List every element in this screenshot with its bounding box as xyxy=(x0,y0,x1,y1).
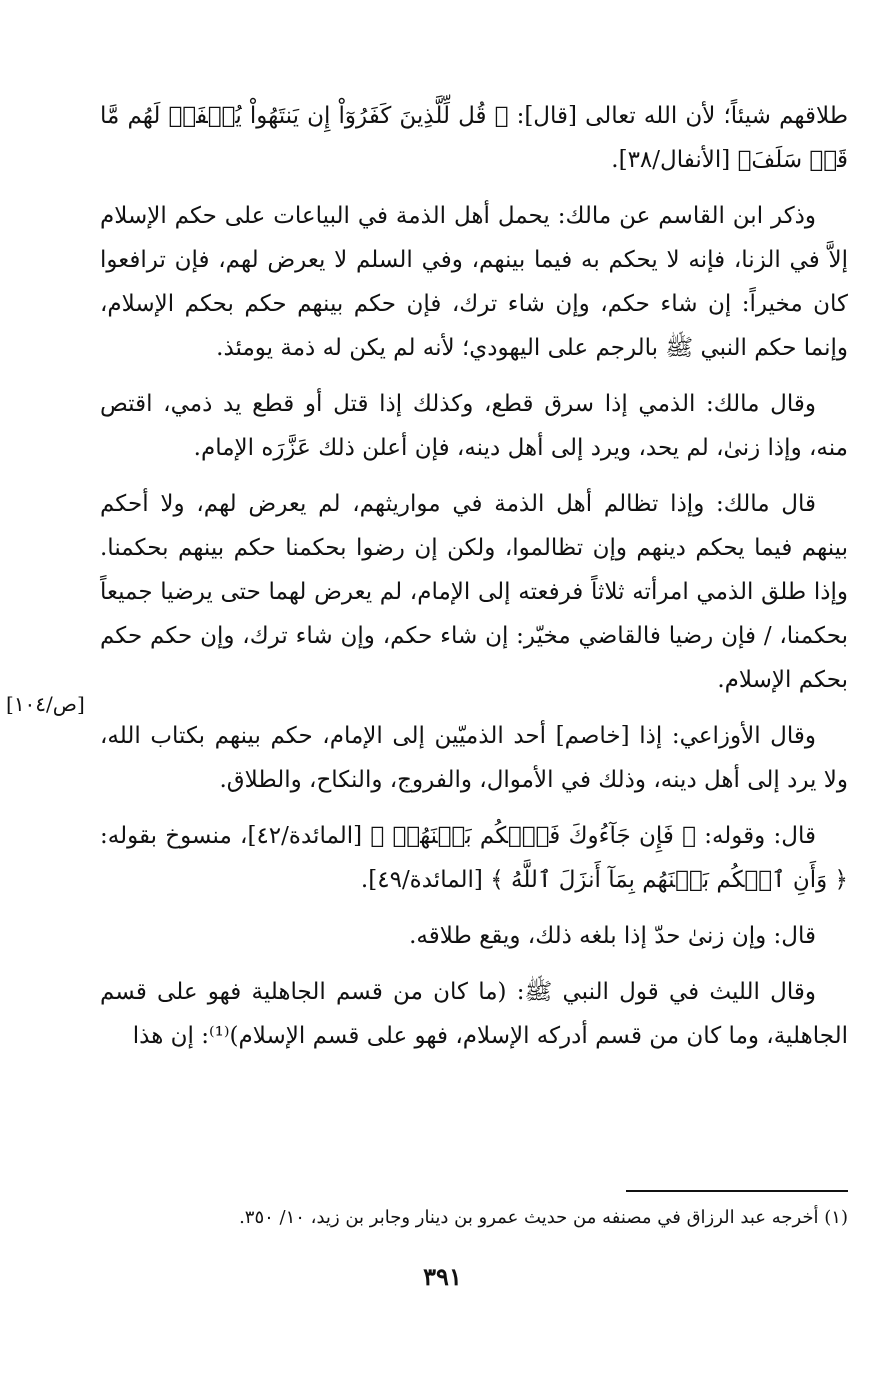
paragraph-7: قال: وإن زنىٰ حدّ إذا بلغه ذلك، ويقع طلاقه. xyxy=(409,923,816,949)
paragraph-5: وقال الأوزاعي: إذا [خاصم] أحد الذميّين إلى الإمام، حكم بينهم بكتاب الله، ولا يرد إلى أهل دينه، وذلك في الأموال، والفروج، والنكاح، والطلاق. xyxy=(100,723,848,793)
main-text xyxy=(100,94,848,1070)
paragraph-8: وقال الليث في قول النبي ﷺ: (ما كان من قسم الجاهلية فهو على قسم الجاهلية، وما كان من قسم أدركه الإسلام، فهو على قسم الإسلام)⁽¹⁾: إن هذا xyxy=(100,979,848,1049)
paragraph-1: طلاقهم شيئاً؛ لأن الله تعالى [قال]: ﴿ قُل لِّلَّذِينَ كَفَرُوٓاْ إِن يَنتَهُواْ يُغۡفَرۡ لَهُم مَّا قَدۡ سَلَفَ﴾ [الأنفال/٣٨]. xyxy=(100,103,848,173)
page-number: ٣٩١ xyxy=(423,1262,462,1291)
paragraph-3: وقال مالك: الذمي إذا سرق قطع، وكذلك إذا قتل أو قطع يد ذمي، اقتص منه، وإذا زنىٰ، لم يحد، ويرد إلى أهل دينه، فإن أعلن ذلك عَزَّرَه الإمام. xyxy=(100,391,848,461)
footnote-divider xyxy=(626,1190,848,1192)
manuscript-page-marker: [ص/١٠٤] xyxy=(6,692,85,716)
paragraph-2: وذكر ابن القاسم عن مالك: يحمل أهل الذمة في البياعات على حكم الإسلام إلاَّ في الزنا، فإنه لا يحكم به فيما بينهم، وفي السلم لا يعرض لهم، فإن ترافعوا كان مخيراً: إن شاء حكم، وإن شاء ترك، فإن حكم بينهم حكم بحكم الإسلام، وإنما حكم النبي ﷺ بالرجم على اليهودي؛ لأنه لم يكن له ذمة يومئذ. xyxy=(100,203,848,361)
paragraph-4: قال مالك: وإذا تظالم أهل الذمة في مواريثهم، لم يعرض لهم، ولا أحكم بينهم فيما يحكم دينهم وإن تظالموا، ولكن إن رضوا بحكمنا حكم بينهم بحكمنا. وإذا طلق الذمي امرأته ثلاثاً فرفعته إلى الإمام، لم يعرض لهما حتى يرضيا جميعاً بحكمنا، / فإن رضيا فالقاضي مخيّر: إن شاء حكم، وإن شاء ترك، وإن حكم حكم بحكم الإسلام. xyxy=(100,491,848,693)
footnote: (١) أخرجه عبد الرزاق في مصنفه من حديث عمرو بن دينار وجابر بن زيد، ١٠/ ٣٥٠. xyxy=(239,1207,848,1228)
paragraph-6: قال: وقوله: ﴿ فَإِن جَآءُوكَ فَٱحۡكُم بَيۡنَهُمۡ ﴾ [المائدة/٤٢]، منسوخ بقوله: ﴿ وَأَنِ ٱحۡكُم بَيۡنَهُم بِمَآ أَنزَلَ ٱللَّهُ ﴾ [المائدة/٤٩]. xyxy=(100,823,848,893)
